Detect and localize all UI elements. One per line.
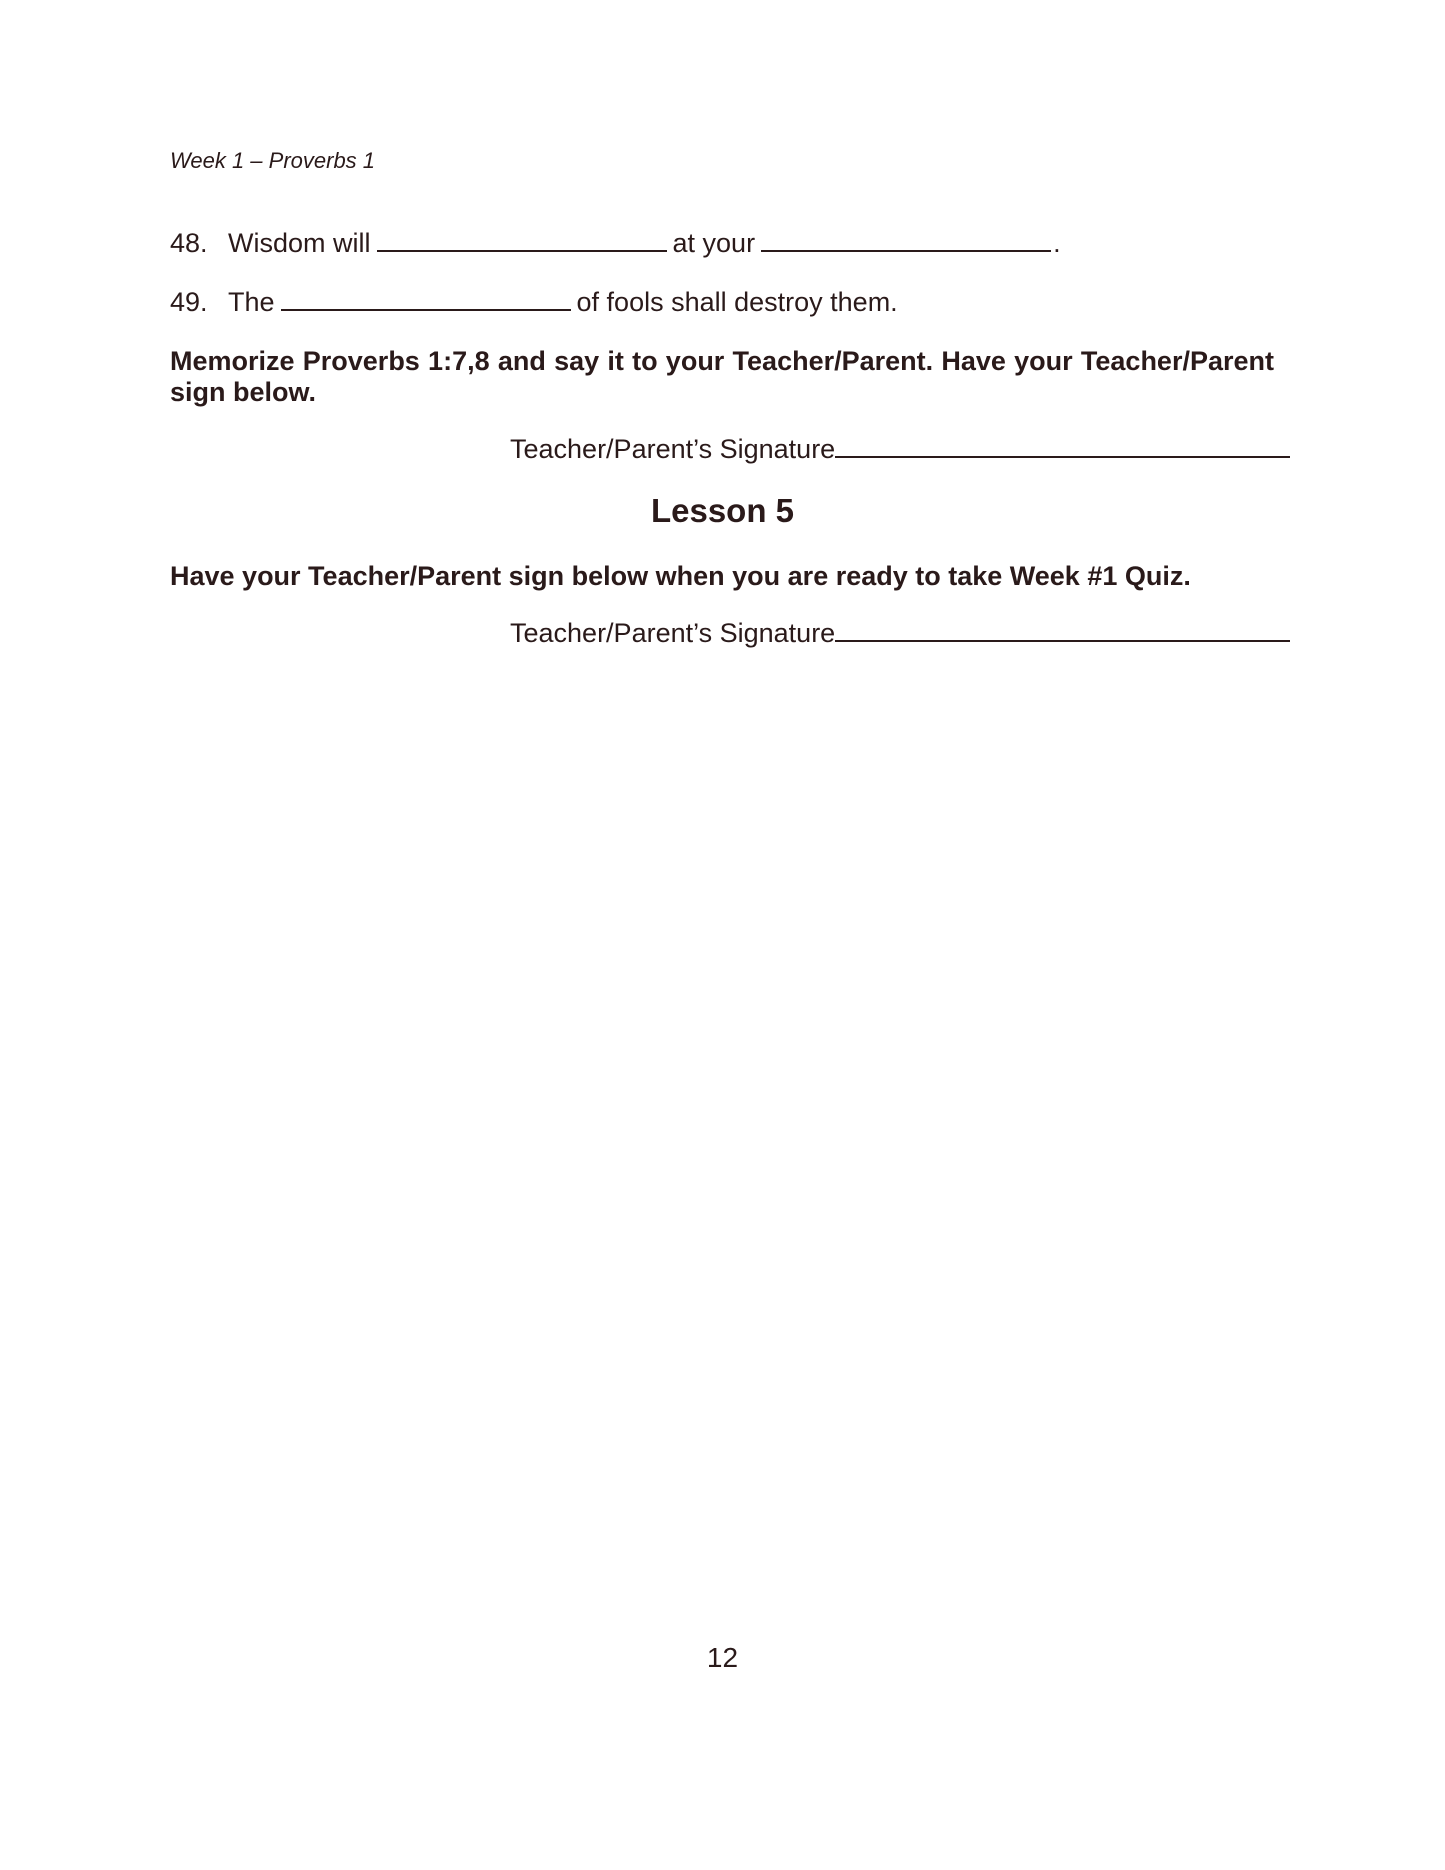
- quiz-instruction: Have your Teacher/Parent sign below when you are ready to take Week #1 Quiz.: [170, 561, 1191, 591]
- signature-label: Teacher/Parent’s Signature: [510, 618, 836, 648]
- question-49: [170, 287, 898, 318]
- question-text: .: [1053, 228, 1061, 258]
- question-48: [170, 228, 1061, 259]
- answer-blank[interactable]: [377, 228, 667, 252]
- answer-blank[interactable]: [761, 228, 1051, 252]
- lesson-title: Lesson 5: [650, 492, 795, 529]
- signature-line[interactable]: [835, 618, 1290, 642]
- question-number: 49.: [170, 287, 208, 317]
- signature-row-memorize: [510, 434, 1290, 465]
- question-text: at your: [672, 228, 756, 258]
- memorize-instruction: Memorize Proverbs 1:7,8 and say it to your Teacher/Parent. Have your Teacher/Parent sign below.: [170, 346, 1274, 407]
- signature-row-quiz: [510, 618, 1290, 649]
- page-number: 12: [706, 1642, 739, 1673]
- question-text: Wisdom will: [228, 228, 371, 258]
- question-text: of fools shall destroy them.: [576, 287, 898, 317]
- answer-blank[interactable]: [281, 287, 571, 311]
- running-header: Week 1 – Proverbs 1: [170, 148, 376, 173]
- question-text: The: [228, 287, 275, 317]
- signature-label: Teacher/Parent’s Signature: [510, 434, 836, 464]
- signature-line[interactable]: [835, 434, 1290, 458]
- question-number: 48.: [170, 228, 208, 258]
